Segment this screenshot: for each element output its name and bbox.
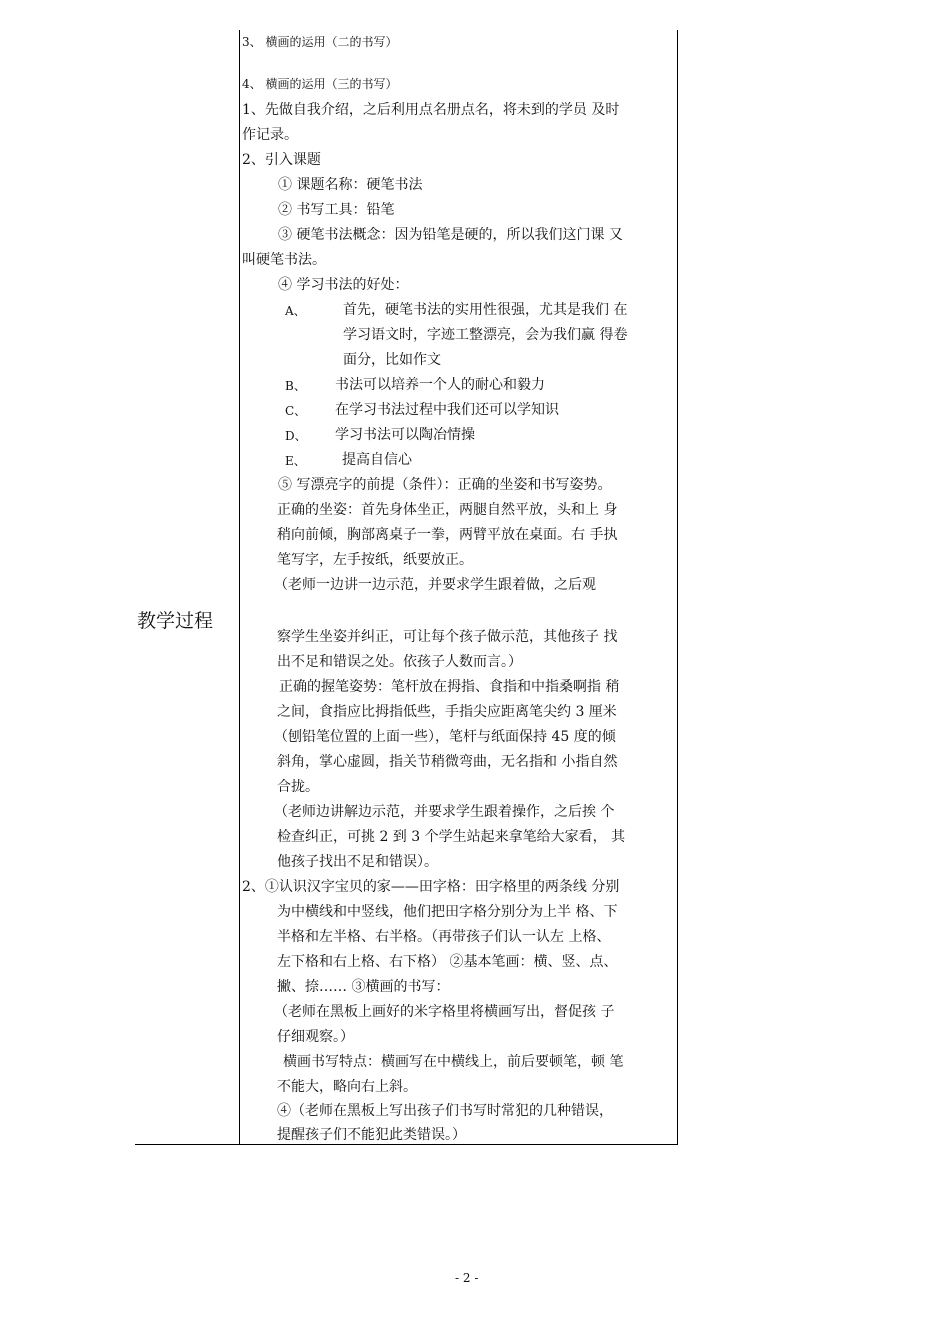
- text-line: ③ 硬笔书法概念：因为铅笔是硬的，所以我们这门课 又: [278, 227, 623, 243]
- text-line: 为中横线和中竖线，他们把田字格分别分为上半 格、下: [277, 904, 618, 920]
- text-line: 笔写字，左手按纸，纸要放正。: [277, 552, 473, 568]
- text-line: ④ 学习书法的好处：: [278, 277, 409, 293]
- text-line: 正确的握笔姿势：笔杆放在拇指、食指和中指桑啊指 稍: [279, 679, 620, 695]
- text-line: 检查纠正，可挑 2 到 3 个学生站起来拿笔给大家看， 其: [277, 829, 626, 845]
- row-label: 教学过程: [137, 610, 214, 632]
- text-line: 学习书法可以陶冶情操: [335, 427, 475, 443]
- text-line: ④（老师在黑板上写出孩子们书写时常犯的几种错误，: [277, 1103, 613, 1119]
- text-line: ① 课题名称：硬笔书法: [278, 177, 423, 193]
- list-marker: A、: [285, 304, 306, 318]
- text-line: 他孩子找出不足和错误）。: [277, 854, 438, 870]
- list-marker: B、: [285, 379, 306, 393]
- text-line: （老师边讲解边示范，并要求学生跟着操作，之后挨 个: [274, 804, 615, 820]
- table-left-divider: [239, 30, 240, 1145]
- text-line: 横画书写特点：横画写在中横线上，前后要顿笔，顿 笔: [283, 1054, 624, 1070]
- text-line: 之间，食指应比拇指低些，手指尖应距离笔尖约 3 厘米: [277, 704, 617, 720]
- text-line: 合拢。: [277, 779, 319, 795]
- text-line: 2、①认识汉字宝贝的家——田字格：田字格里的两条线 分别: [242, 879, 620, 895]
- text-line: 首先，硬笔书法的实用性很强，尤其是我们 在: [343, 302, 628, 318]
- text-line: 面分，比如作文: [343, 352, 441, 368]
- text-line: 斜角，掌心虚圆，指关节稍微弯曲，无名指和 小指自然: [277, 754, 618, 770]
- text-line: 作记录。: [242, 127, 298, 143]
- text-line: 2、引入课题: [242, 152, 321, 168]
- text-line: 稍向前倾，胸部离桌子一拳，两臂平放在桌面。右 手执: [277, 527, 618, 543]
- list-marker: D、: [285, 429, 307, 443]
- text-line: （老师在黑板上画好的米字格里将横画写出，督促孩 子: [274, 1004, 615, 1020]
- text-line: 叫硬笔书法。: [242, 252, 326, 268]
- text-line: 半格和左半格、右半格。（再带孩子们认一认左 上格、: [277, 929, 611, 945]
- text-line: 1、先做自我介绍，之后利用点名册点名，将未到的学员 及时: [242, 102, 620, 118]
- text-line: （老师一边讲一边示范，并要求学生跟着做，之后观: [274, 577, 596, 593]
- page-number: - 2 -: [455, 1271, 479, 1285]
- text-line: （刨铅笔位置的上面一些），笔杆与纸面保持 45 度的倾: [274, 729, 616, 745]
- text-line: 3、 横画的运用（二的书写）: [242, 35, 398, 49]
- text-line: ② 书写工具：铅笔: [278, 202, 395, 218]
- list-marker: C、: [285, 404, 307, 418]
- text-line: 仔细观察。）: [277, 1029, 354, 1045]
- text-line: ⑤ 写漂亮字的前提（条件）：正确的坐姿和书写姿势。: [278, 477, 612, 493]
- text-line: 正确的坐姿：首先身体坐正，两腿自然平放，头和上 身: [277, 502, 618, 518]
- text-line: 4、 横画的运用（三的书写）: [242, 77, 398, 91]
- text-line: 提高自信心: [342, 452, 412, 468]
- text-line: 察学生坐姿并纠正，可让每个孩子做示范，其他孩子 找: [277, 629, 618, 645]
- text-line: 学习语文时，字迹工整漂亮，会为我们赢 得卷: [343, 327, 628, 343]
- text-line: 左下格和右上格、右下格） ②基本笔画：横、竖、点、: [277, 954, 618, 970]
- text-line: 出不足和错误之处。依孩子人数而言。）: [277, 654, 522, 670]
- list-marker: E、: [285, 454, 306, 468]
- text-line: 书法可以培养一个人的耐心和毅力: [335, 377, 545, 393]
- table-bottom-border: [135, 1144, 678, 1145]
- text-line: 不能大，略向右上斜。: [277, 1079, 417, 1095]
- table-right-border: [677, 30, 678, 1145]
- text-line: 提醒孩子们不能犯此类错误。）: [277, 1127, 466, 1143]
- text-line: 撇、捺…… ③横画的书写：: [277, 979, 450, 995]
- text-line: 在学习书法过程中我们还可以学知识: [335, 402, 559, 418]
